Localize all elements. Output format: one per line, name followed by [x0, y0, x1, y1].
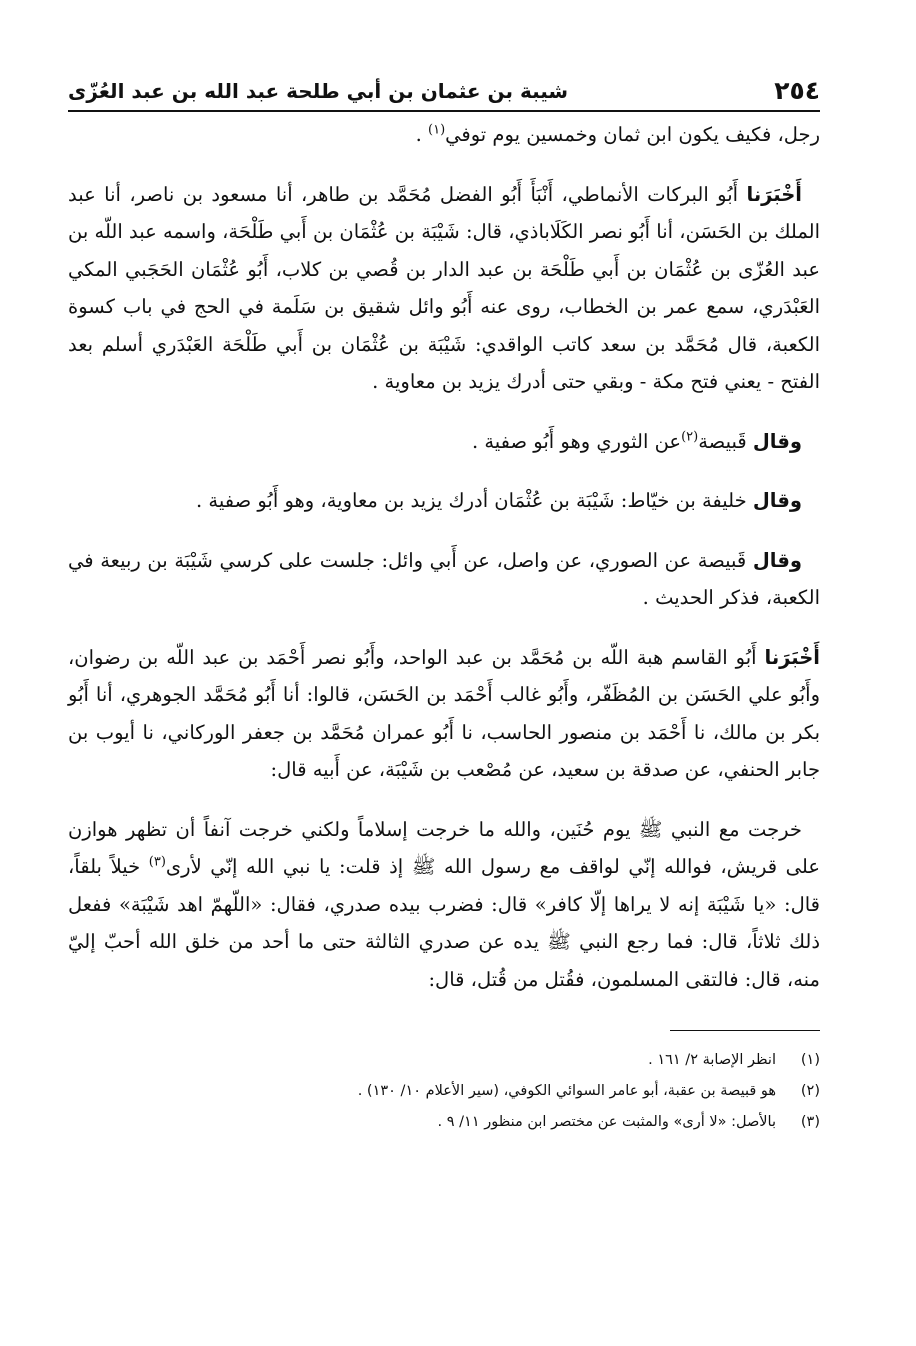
paragraph-qabisa-2: [68, 542, 820, 617]
paragraph-isnad-2: [68, 639, 820, 789]
footnote-item: [68, 1107, 820, 1138]
footnotes: [68, 1045, 820, 1138]
paragraph-qabisa: [68, 423, 820, 461]
paragraph-text-tail: خيلاً بلقاً، قال: «يا شَيْبَة إنه لا يراها إلّا كافر» قال: فضرب بيده صدري، فقال: «اللّهمّ اهد شَيْبَة» ففعل ذلك ثلاثاً، قال: فما رجع النبي ﷺ يده عن صدري الثالثة حتى ما أحد من خلق الله أحبّ إليّ منه، قال: فالتقى المسلمون، فقُتل من قُتل، قال:: [68, 855, 820, 991]
paragraph-text: قَبيصة: [698, 429, 753, 453]
paragraph-text-tail: عن الثوري وهو أَبُو صفية .: [471, 429, 682, 453]
footnote-text: بالأصل: «لا أرى» والمثبت عن مختصر ابن منظور ١١/ ٩ .: [437, 1114, 776, 1130]
lead-word: وقال: [752, 489, 802, 512]
footnote-ref-3: (٣): [148, 854, 166, 870]
footnote-number: (٢): [800, 1083, 820, 1099]
paragraph-text: قَبيصة عن الصوري، عن واصل، عن أَبي وائل: جلست على كرسي شَيْبَة بن ربيعة في الكعبة، فذكر الحديث .: [68, 548, 820, 609]
footnote-number: (١): [800, 1052, 820, 1068]
lead-word: أَخْبَرَنا: [746, 182, 802, 206]
page-header: [68, 70, 820, 112]
paragraph-hadith: [68, 811, 820, 999]
paragraph-text: خليفة بن خيّاط: شَيْبَة بن عُثْمَان أدرك يزيد بن معاوية، وهو أَبُو صفية .: [195, 489, 753, 512]
paragraph-isnad-1: [68, 176, 820, 401]
lead-word: أَخْبَرَنا: [764, 645, 820, 669]
footnote-number: (٣): [800, 1114, 820, 1130]
paragraph-khalifa: [68, 482, 820, 520]
lead-word: وقال: [752, 429, 802, 453]
paragraph-text: رجل، فكيف يكون ابن ثمان وخمسين يوم توفي: [445, 123, 820, 146]
paragraph-text: أَبُو القاسم هبة اللّه بن مُحَمَّد بن عبد الواحد، وأَبُو نصر أَحْمَد بن عبد اللّه بن رضوان، وأَبُو علي الحَسَن بن المُظَفّر، وأَبُو غالب أَحْمَد بن الحَسَن، قالوا: أنا أَبُو مُحَمَّد الجوهري، أنا أَبُو بكر بن مالك، نا أَحْمَد بن منصور الحاسب، نا أَبُو عمران مُحَمَّد بن جعفر الوركاني، نا أيوب بن جابر الحنفي، عن صدقة بن سعيد، عن مُصْعب بن شَيْبَة، عن أَبيه قال:: [68, 645, 820, 781]
paragraph-text: خرجت مع النبي ﷺ يوم حُنَين، والله ما خرجت إسلاماً ولكني خرجت آنفاً أن تظهر هوازن على قريش، فوالله إنّي لواقف مع رسول الله ﷺ إذ قلت: يا نبي الله إنّي لأرى: [68, 817, 821, 878]
paragraph-text-tail: .: [415, 123, 429, 146]
main-text: [68, 116, 820, 998]
footnote-item: [68, 1076, 820, 1107]
footnote-text: هو قبيصة بن عقبة، أبو عامر السوائي الكوفي، (سير الأعلام ١٠/ ١٣٠) .: [357, 1083, 776, 1099]
paragraph-text: أَبُو البركات الأنماطي، أَنْبَأَ أَبُو الفضل مُحَمَّد بن طاهر، أنا مسعود بن ناصر، أنا عبد الملك بن الحَسَن، أنا أَبُو نصر الكَلَاباذي، قال: شَيْبَة بن عُثْمَان بن أَبي طَلْحَة، واسمه عبد اللّه بن عبد العُزّى بن عُثْمَان بن أَبي طَلْحَة بن عبد الدار بن قُصي بن كلاب، أَبُو عُثْمَان الحَجَبي المكي العَبْدَري، سمع عمر بن الخطاب، روى عنه أَبُو وائل شقيق بن سَلَمة في الحج في باب كسوة الكعبة، قال مُحَمَّد بن سعد كاتب الواقدي: شَيْبَة بن عُثْمَان بن أَبي طَلْحَة العَبْدَري أسلم بعد الفتح - يعني فتح مكة - وبقي حتى أدرك يزيد بن معاوية .: [68, 182, 820, 393]
paragraph-continuation: [68, 116, 820, 154]
footnote-item: [68, 1045, 820, 1076]
page-number: ٢٥٤: [774, 76, 820, 105]
footnote-ref-1: (١): [428, 122, 446, 138]
book-page: [68, 70, 820, 1138]
footnote-separator: [670, 1030, 820, 1031]
footnote-ref-2: (٢): [681, 429, 699, 444]
running-title: شيبة بن عثمان بن أبي طلحة عبد الله بن عبد العُزّى: [68, 79, 569, 103]
lead-word: وقال: [752, 548, 802, 572]
footnote-text: انظر الإصابة ٢/ ١٦١ .: [648, 1052, 776, 1068]
